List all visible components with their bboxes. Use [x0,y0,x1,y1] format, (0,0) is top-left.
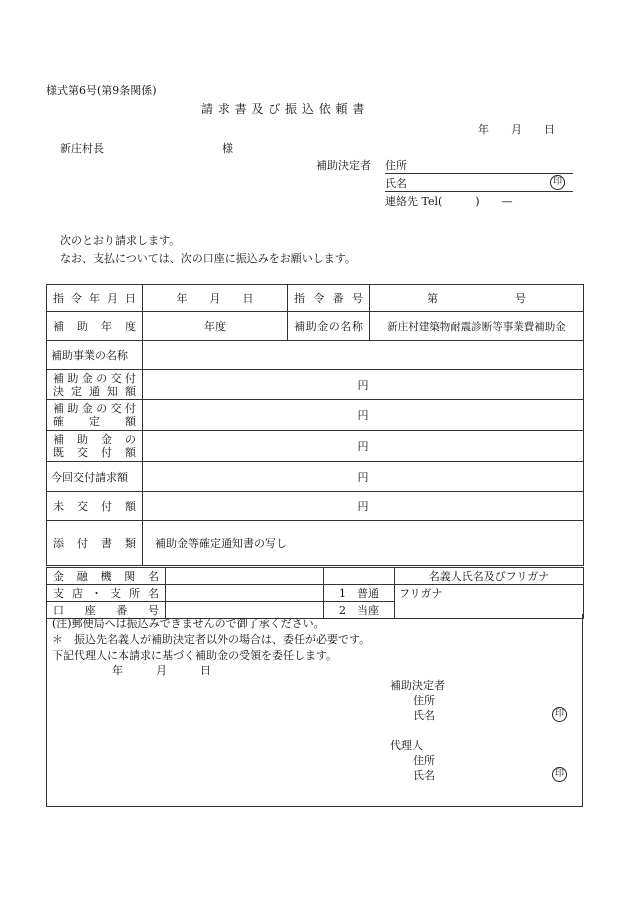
account-number-label: 口座番号 [47,602,166,619]
bank-name-label: 金融機関名 [47,568,166,585]
table-row [47,585,584,602]
agent-address: 住所 [413,754,435,767]
attachments-value: 補助金等確定通知書の写し [143,521,584,566]
table-row [47,285,584,312]
subsidy-name-value: 新庄村建築物耐震診断等事業費補助金 [370,312,584,341]
applicant-role: 補助決定者 [316,159,371,172]
table-row [47,568,584,585]
grantee-address: 住所 [413,694,435,707]
holder-furigana[interactable]: フリガナ [395,585,584,619]
delegation-box [46,614,583,807]
fiscal-year-value[interactable]: 年度 [143,312,288,341]
applicant-contact: 連絡先 Tel( ) — [385,195,513,208]
fiscal-year-label: 補助年度 [47,312,143,341]
account-type-ordinary[interactable]: 1 普通 [324,585,395,602]
account-type-blank [324,568,395,585]
addressee: 新庄村長 [60,142,104,155]
applicant-name-field[interactable] [385,175,573,192]
directive-number-label: 指令番号 [288,285,370,312]
table-row [47,370,584,400]
holder-header: 名義人氏名及びフリガナ [395,568,584,585]
agent-seal-icon: 印 [552,767,567,782]
table-row [47,312,584,341]
grantee-name: 氏名 [413,709,435,722]
applicant-name-label: 氏名 [385,177,407,190]
project-name-label: 補助事業の名称 [47,341,143,370]
table-row [47,462,584,492]
confirmed-amount-label: 補助金の交付 確定額 [47,400,143,431]
account-type-current[interactable]: 2 当座 [324,602,395,619]
applicant-seal-icon: 印 [550,175,565,190]
grantee-seal-icon: 印 [552,707,567,722]
request-amount-label: 今回交付請求額 [47,462,143,492]
grantee-label: 補助決定者 [390,679,445,692]
agent-name: 氏名 [413,769,435,782]
table-row [47,400,584,431]
unpaid-amount-label: 未交付額 [47,492,143,521]
page-title: 請 求 書 及 び 振 込 依 頼 書 [201,102,365,116]
table-row [47,521,584,566]
agent-label: 代理人 [390,739,423,752]
addressee-suffix: 様 [222,142,233,155]
bank-table [46,567,584,619]
table-row [47,492,584,521]
applicant-address-label: 住所 [385,159,407,172]
project-name-value[interactable] [143,341,584,370]
note-post-office: (注)郵便局へは振込みできませんので御了承ください。 [52,617,325,630]
paid-amount-label: 補助金の 既交付額 [47,431,143,462]
table-row [47,341,584,370]
intro-line-2: なお、支払については、次の口座に振込みをお願いします。 [60,252,356,265]
note-delegation-required: ＊ 振込先名義人が補助決定者以外の場合は、委任が必要です。 [52,633,371,646]
applicant-address-field[interactable] [385,157,573,174]
unpaid-amount-value[interactable]: 円 [143,492,584,521]
bank-name-value[interactable] [166,568,324,585]
delegation-date: 年 月 日 [112,664,211,677]
decision-amount-label: 補助金の交付 決定通知額 [47,370,143,400]
form-id: 様式第6号(第9条関係) [46,84,157,97]
decision-amount-value[interactable]: 円 [143,370,584,400]
intro-line-1: 次のとおり請求します。 [60,234,181,247]
request-amount-value[interactable]: 円 [143,462,584,492]
header-date: 年 月 日 [478,123,555,136]
branch-name-value[interactable] [166,585,324,602]
confirmed-amount-value[interactable]: 円 [143,400,584,431]
directive-date-label: 指令年月日 [47,285,143,312]
note-delegation-statement: 下記代理人に本請求に基づく補助金の受領を委任します。 [52,649,338,662]
request-table [46,284,584,566]
attachments-label: 添付書類 [47,521,143,566]
branch-name-label: 支店・支所名 [47,585,166,602]
directive-number-value[interactable]: 第 号 [370,285,584,312]
table-row [47,431,584,462]
directive-date-value[interactable]: 年 月 日 [143,285,288,312]
paid-amount-value[interactable]: 円 [143,431,584,462]
subsidy-name-label: 補助金の名称 [288,312,370,341]
